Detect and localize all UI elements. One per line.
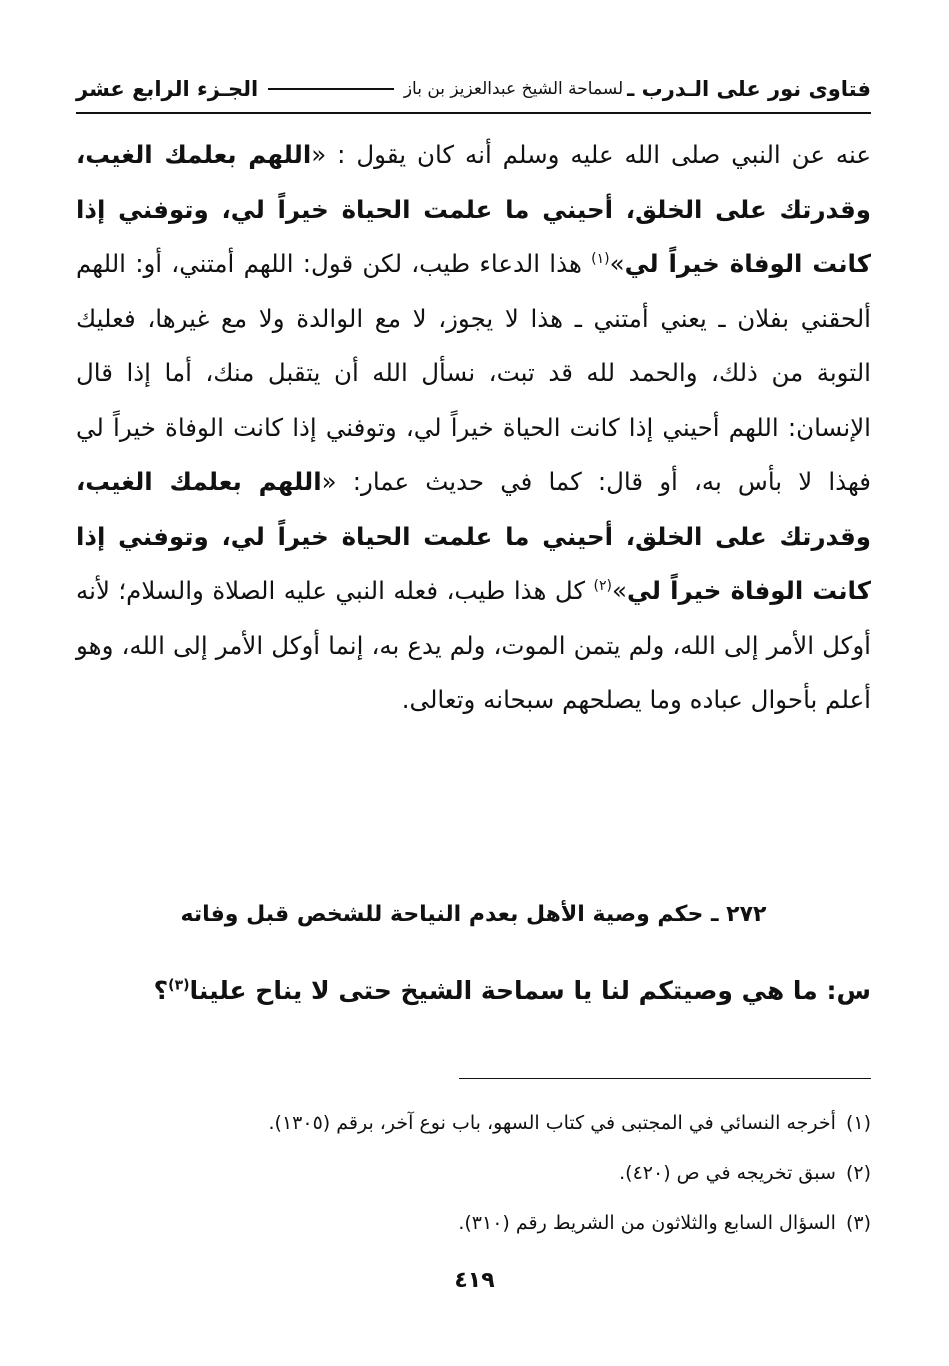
hadith-quote-2: اللهم بعلمك الغيب، وقدرتك على الخلق، أحيني ما علمت الحياة خيراً لي، وتوفني إذا كانت الوفاة خيراً لي bbox=[76, 467, 871, 605]
page-number: ٤١٩ bbox=[454, 1268, 495, 1293]
question-text: س: ما هي وصيتكم لنا يا سماحة الشيخ حتى لا يناح علينا bbox=[189, 976, 871, 1005]
body-paragraph bbox=[76, 128, 871, 728]
footnote-ref-1[interactable]: (١) bbox=[591, 250, 610, 267]
footnote-number: (٢) bbox=[845, 1162, 871, 1184]
quote-close: » bbox=[609, 249, 625, 278]
footnote-text: أخرجه النسائي في المجتبى في كتاب السهو، باب نوع آخر، برقم (١٣٠٥). bbox=[268, 1112, 836, 1134]
body-plain-text: كل هذا طيب، فعله النبي عليه الصلاة والسلام؛ لأنه أوكل الأمر إلى الله، ولم يتمن الموت، ولم يدع به، إنما أوكل الأمر إلى الله، وهو أعلم بأحوال عباده وما يصلحهم سبحانه وتعالى. bbox=[76, 576, 871, 714]
footnote-3 bbox=[76, 1198, 871, 1248]
footnote-1 bbox=[76, 1098, 871, 1148]
question bbox=[76, 966, 871, 1016]
quote-close: » bbox=[611, 576, 627, 605]
body-plain-text: هذا الدعاء طيب، لكن قول: اللهم أمتني، أو: اللهم ألحقني بفلان ـ يعني أمتني ـ هذا لا يجوز، لا مع الوالدة ولا مع غيرها، فعليك التوبة من ذلك، والحمد لله قد تبت، نسأل الله أن يتقبل منك، أما إذا قال الإنسان: اللهم أحيني إذا كانت الحياة خيراً لي، وتوفني إذا كانت الوفاة خيراً لي فهذا لا بأس به، أو قال: كما في حديث عمار: « bbox=[76, 249, 871, 496]
footnote-text: السؤال السابع والثلاثون من الشريط رقم (٣١٠). bbox=[458, 1212, 836, 1234]
header-book-title: فتاوى نور على الـدرب ـ bbox=[627, 77, 871, 101]
footnote-text: سبق تخريجه في ص (٤٢٠). bbox=[619, 1162, 836, 1184]
footnote-ref-2[interactable]: (٢) bbox=[593, 577, 612, 594]
header-rule bbox=[268, 88, 394, 90]
footnote-separator bbox=[459, 1078, 871, 1079]
footnote-2 bbox=[76, 1148, 871, 1198]
hadith-quote-1: اللهم بعلمك الغيب، وقدرتك على الخلق، أحيني ما علمت الحياة خيراً لي، وتوفني إذا كانت الوفاة خيراً لي bbox=[76, 140, 871, 278]
header-part-number: الجـزء الرابع عشر bbox=[76, 77, 259, 101]
footnote-ref-3[interactable]: (٣) bbox=[168, 977, 190, 994]
body-text bbox=[76, 128, 871, 728]
footnote-number: (١) bbox=[845, 1112, 871, 1134]
footnotes bbox=[76, 1098, 871, 1248]
running-header bbox=[76, 72, 871, 114]
footnote-number: (٣) bbox=[845, 1212, 871, 1234]
body-plain-text: عنه عن النبي صلى الله عليه وسلم أنه كان يقول : « bbox=[311, 140, 872, 169]
question-mark: ؟ bbox=[153, 976, 169, 1005]
header-author: لسماحة الشيخ عبدالعزيز بن باز bbox=[403, 79, 624, 99]
section-heading: ٢٧٢ ـ حكم وصية الأهل بعدم النياحة للشخص قبل وفاته bbox=[180, 902, 767, 927]
